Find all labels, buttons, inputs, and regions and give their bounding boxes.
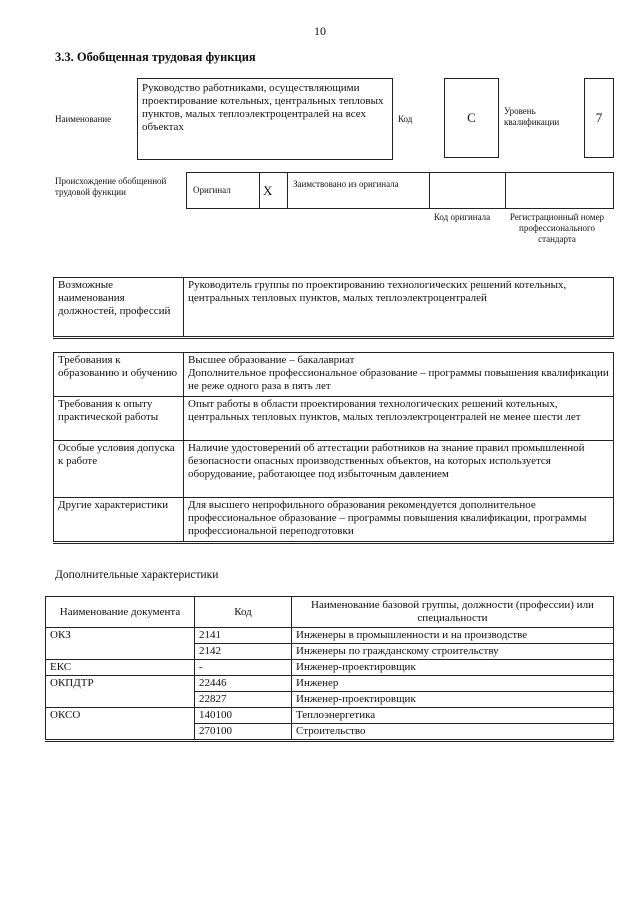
header-name: Наименование базовой группы, должности (профессии) или специальности <box>292 597 614 628</box>
doc-cell: ОКПДТР <box>46 676 195 708</box>
table-row <box>46 660 614 676</box>
code-cell: 270100 <box>195 724 292 741</box>
doc-cell: ОКСО <box>46 708 195 741</box>
reg-number-label: Регистрационный номер профессионального стандарта <box>509 212 605 244</box>
header-code: Код <box>195 597 292 628</box>
positions-value: Руководитель группы по проектированию технологических решений котельных, центральных тепловых пунктов, малых теплоэлектроцентралей <box>184 278 614 338</box>
borrowed-label: Заимствовано из оригинала <box>293 179 399 189</box>
name-cell: Теплоэнергетика <box>292 708 614 724</box>
req-label: Требования к образованию и обучению <box>54 353 184 397</box>
positions-label: Возможные наименования должностей, профессий <box>54 278 184 338</box>
doc-cell: ОКЗ <box>46 628 195 660</box>
req-value: Опыт работы в области проектирования технологических решений котельных, центральных тепловых пунктов, малых теплоэлектроцентралей не менее шести лет <box>184 397 614 441</box>
origin-label: Происхождение обобщенной трудовой функции <box>55 176 167 197</box>
name-cell: Инженер <box>292 676 614 692</box>
qualification-level: 7 <box>584 78 614 158</box>
function-name: Руководство работниками, осуществляющими проектирование котельных, центральных тепловых пунктов, малых теплоэлектроцентралей на всех объектах <box>137 78 393 160</box>
req-value: Наличие удостоверений об аттестации работников на знание правил промышленной безопасности опасных производственных объектов, на которых используется оборудование, работающее под избыточным давлением <box>184 441 614 498</box>
code-cell: 22827 <box>195 692 292 708</box>
page-number: 10 <box>314 24 326 38</box>
req-label: Другие характеристики <box>54 498 184 543</box>
positions-table <box>53 277 614 339</box>
req-label: Особые условия допуска к работе <box>54 441 184 498</box>
code-cell: - <box>195 660 292 676</box>
req-value: Для высшего непрофильного образования рекомендуется дополнительное профессиональное образование – программы повышения квалификации, программы профессиональной переподготовки <box>184 498 614 543</box>
table-row <box>46 628 614 644</box>
req-label: Требования к опыту практической работы <box>54 397 184 441</box>
doc-cell: ЕКС <box>46 660 195 676</box>
origin-row <box>186 172 614 209</box>
req-value: Высшее образование – бакалавриат Дополнительное профессиональное образование – программы повышения квалификации не реже одного раза в пять лет <box>184 353 614 397</box>
code-cell: 2141 <box>195 628 292 644</box>
name-cell: Инженеры по гражданскому строительству <box>292 644 614 660</box>
code-cell: 2142 <box>195 644 292 660</box>
additional-title: Дополнительные характеристики <box>55 569 219 581</box>
code-label: Код <box>398 114 413 124</box>
requirements-table <box>53 352 614 544</box>
name-cell: Строительство <box>292 724 614 741</box>
table-row <box>46 676 614 692</box>
header-document: Наименование документа <box>46 597 195 628</box>
original-mark: X <box>263 183 273 198</box>
code-original-label: Код оригинала <box>433 212 491 222</box>
function-code: C <box>444 78 499 158</box>
level-label: Уровень квалификации <box>504 106 560 127</box>
code-cell: 22446 <box>195 676 292 692</box>
original-label: Оригинал <box>193 185 231 195</box>
name-label: Наименование <box>55 114 112 124</box>
name-cell: Инженер-проектировщик <box>292 692 614 708</box>
code-cell: 140100 <box>195 708 292 724</box>
additional-table <box>45 596 614 742</box>
name-cell: Инженер-проектировщик <box>292 660 614 676</box>
section-title: 3.3. Обобщенная трудовая функция <box>55 50 256 64</box>
table-row <box>46 708 614 724</box>
name-cell: Инженеры в промышленности и на производстве <box>292 628 614 644</box>
